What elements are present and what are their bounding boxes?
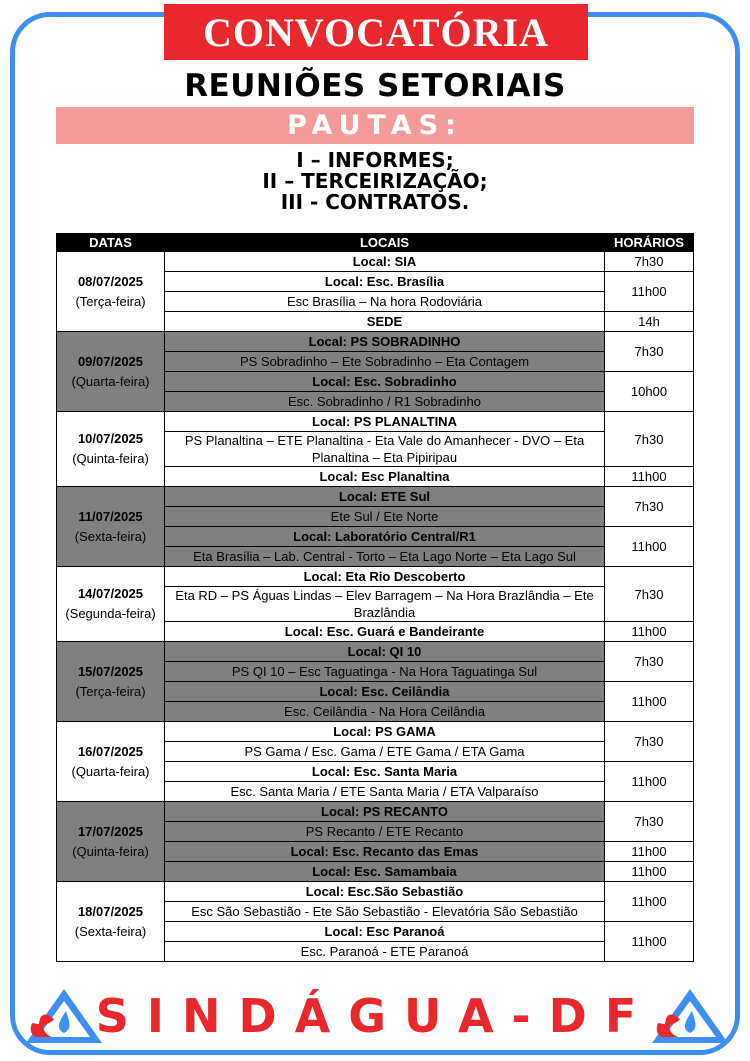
weekday: (Segunda-feira): [65, 606, 156, 621]
time-cell: 7h30: [605, 252, 694, 272]
table-row: [57, 642, 694, 662]
weekday: (Terça-feira): [75, 293, 146, 309]
location-detail: Esc. Paranoá - ETE Paranoá: [165, 942, 605, 962]
agenda-item: III - CONTRATOS.: [280, 190, 470, 214]
location-title: Local: PS PLANALTINA: [165, 412, 605, 432]
date-cell: [57, 802, 165, 882]
table-row: [57, 882, 694, 902]
weekday: (Quinta-feira): [72, 843, 149, 859]
time-cell: 11h00: [605, 862, 694, 882]
location-title: Local: Esc. Sobradinho: [165, 372, 605, 392]
location-detail: Esc São Sebastião - Ete São Sebastião - Elevatória São Sebastião: [165, 902, 605, 922]
date-value: 08/07/2025: [77, 273, 144, 289]
location-detail: PS Recanto / ETE Recanto: [165, 822, 605, 842]
location-detail: Esc Brasília – Na hora Rodoviária: [165, 292, 605, 312]
table-header-row: [57, 234, 694, 252]
agenda-item: I – INFORMES;: [296, 148, 454, 172]
location-detail: Eta Brasília – Lab. Central - Torto – Eta Lago Norte – Eta Lago Sul: [165, 547, 605, 567]
date-cell: [57, 567, 165, 642]
location-detail: PS Planaltina – ETE Planaltina - Eta Vale do Amanhecer - DVO – Eta Planaltina – Eta Pipiripau: [165, 432, 605, 467]
table-row: [57, 487, 694, 507]
date-cell: [57, 487, 165, 567]
location-detail: Esc. Ceilândia - Na Hora Ceilândia: [165, 702, 605, 722]
location-title: Local: QI 10: [165, 642, 605, 662]
time-cell: 7h30: [605, 722, 694, 762]
date-cell: [57, 412, 165, 487]
location-title: SEDE: [165, 312, 605, 332]
location-detail: PS Gama / Esc. Gama / ETE Gama / ETA Gama: [165, 742, 605, 762]
convocatoria-title: CONVOCATÓRIA: [164, 4, 588, 60]
location-title: Local: ETE Sul: [165, 487, 605, 507]
location-title: Local: Esc.São Sebastião: [165, 882, 605, 902]
location-title: Local: Esc. Samambaia: [165, 862, 605, 882]
location-detail: Eta RD – PS Águas Lindas – Elev Barragem – Na Hora Brazlândia – Ete Brazlândia: [165, 587, 605, 622]
sindagua-logo-icon: [648, 985, 732, 1047]
time-cell: 7h30: [605, 412, 694, 467]
date-value: 14/07/2025: [77, 586, 144, 601]
table-row: [57, 332, 694, 352]
time-cell: 7h30: [605, 332, 694, 372]
location-title: Local: Esc. Guará e Bandeirante: [165, 622, 605, 642]
location-title: Local: Eta Rio Descoberto: [165, 567, 605, 587]
location-detail: PS Sobradinho – Ete Sobradinho – Eta Contagem: [165, 352, 605, 372]
location-title: Local: PS SOBRADINHO: [165, 332, 605, 352]
location-title: Local: Esc. Recanto das Emas: [165, 842, 605, 862]
weekday: (Quarta-feira): [71, 373, 150, 389]
location-title: Local: Esc Paranoá: [165, 922, 605, 942]
time-cell: 7h30: [605, 642, 694, 682]
date-value: 10/07/2025: [77, 431, 144, 446]
location-detail: Ete Sul / Ete Norte: [165, 507, 605, 527]
location-title: Local: PS GAMA: [165, 722, 605, 742]
brand-name: SINDÁGUA-DF: [95, 989, 655, 1043]
date-cell: [57, 882, 165, 962]
footer: [0, 985, 750, 1047]
weekday: (Sexta-feira): [74, 923, 147, 939]
date-cell: [57, 332, 165, 412]
meeting-subtitle: REUNIÕES SETORIAIS: [184, 68, 566, 104]
time-cell: 10h00: [605, 372, 694, 412]
date-cell: [57, 252, 165, 332]
header-horarios: HORÁRIOS: [605, 234, 694, 252]
time-cell: 11h00: [605, 922, 694, 962]
weekday: (Terça-feira): [75, 683, 146, 699]
location-title: Local: PS RECANTO: [165, 802, 605, 822]
date-value: 16/07/2025: [77, 743, 144, 759]
location-detail: Esc. Sobradinho / R1 Sobradinho: [165, 392, 605, 412]
time-cell: 11h00: [605, 682, 694, 722]
time-cell: 14h: [605, 312, 694, 332]
date-value: 11/07/2025: [78, 508, 143, 524]
location-detail: PS QI 10 – Esc Taguatinga - Na Hora Taguatinga Sul: [165, 662, 605, 682]
location-title: Local: SIA: [165, 252, 605, 272]
table-row: [57, 802, 694, 822]
date-cell: [57, 722, 165, 802]
weekday: (Quinta-feira): [72, 451, 149, 466]
location-title: Local: Esc Planaltina: [165, 467, 605, 487]
time-cell: 11h00: [605, 762, 694, 802]
time-cell: 11h00: [605, 842, 694, 862]
location-title: Local: Esc. Brasília: [165, 272, 605, 292]
table-row: [57, 412, 694, 432]
agenda-item: II – TERCEIRIZAÇÃO;: [262, 169, 488, 193]
location-title: Local: Esc. Ceilândia: [165, 682, 605, 702]
weekday: (Sexta-feira): [74, 528, 147, 544]
date-value: 09/07/2025: [77, 353, 144, 369]
date-value: 17/07/2025: [77, 823, 144, 839]
time-cell: 11h00: [605, 882, 694, 922]
weekday: (Quarta-feira): [71, 763, 150, 779]
time-cell: 11h00: [605, 272, 694, 312]
time-cell: 7h30: [605, 802, 694, 842]
agenda-list: [0, 150, 750, 213]
date-value: 18/07/2025: [77, 903, 144, 919]
pautas-banner: PAUTAS:: [56, 107, 694, 144]
header-datas: DATAS: [57, 234, 165, 252]
time-cell: 7h30: [605, 487, 694, 527]
table-row: [57, 252, 694, 272]
time-cell: 11h00: [605, 467, 694, 487]
location-title: Local: Esc. Santa Maria: [165, 762, 605, 782]
location-detail: Esc. Santa Maria / ETE Santa Maria / ETA Valparaíso: [165, 782, 605, 802]
time-cell: 7h30: [605, 567, 694, 622]
table-row: [57, 567, 694, 587]
schedule-table: [56, 233, 694, 962]
table-row: [57, 722, 694, 742]
date-value: 15/07/2025: [77, 663, 144, 679]
time-cell: 11h00: [605, 622, 694, 642]
location-title: Local: Laboratório Central/R1: [165, 527, 605, 547]
date-cell: [57, 642, 165, 722]
time-cell: 11h00: [605, 527, 694, 567]
header-locais: LOCAIS: [165, 234, 605, 252]
